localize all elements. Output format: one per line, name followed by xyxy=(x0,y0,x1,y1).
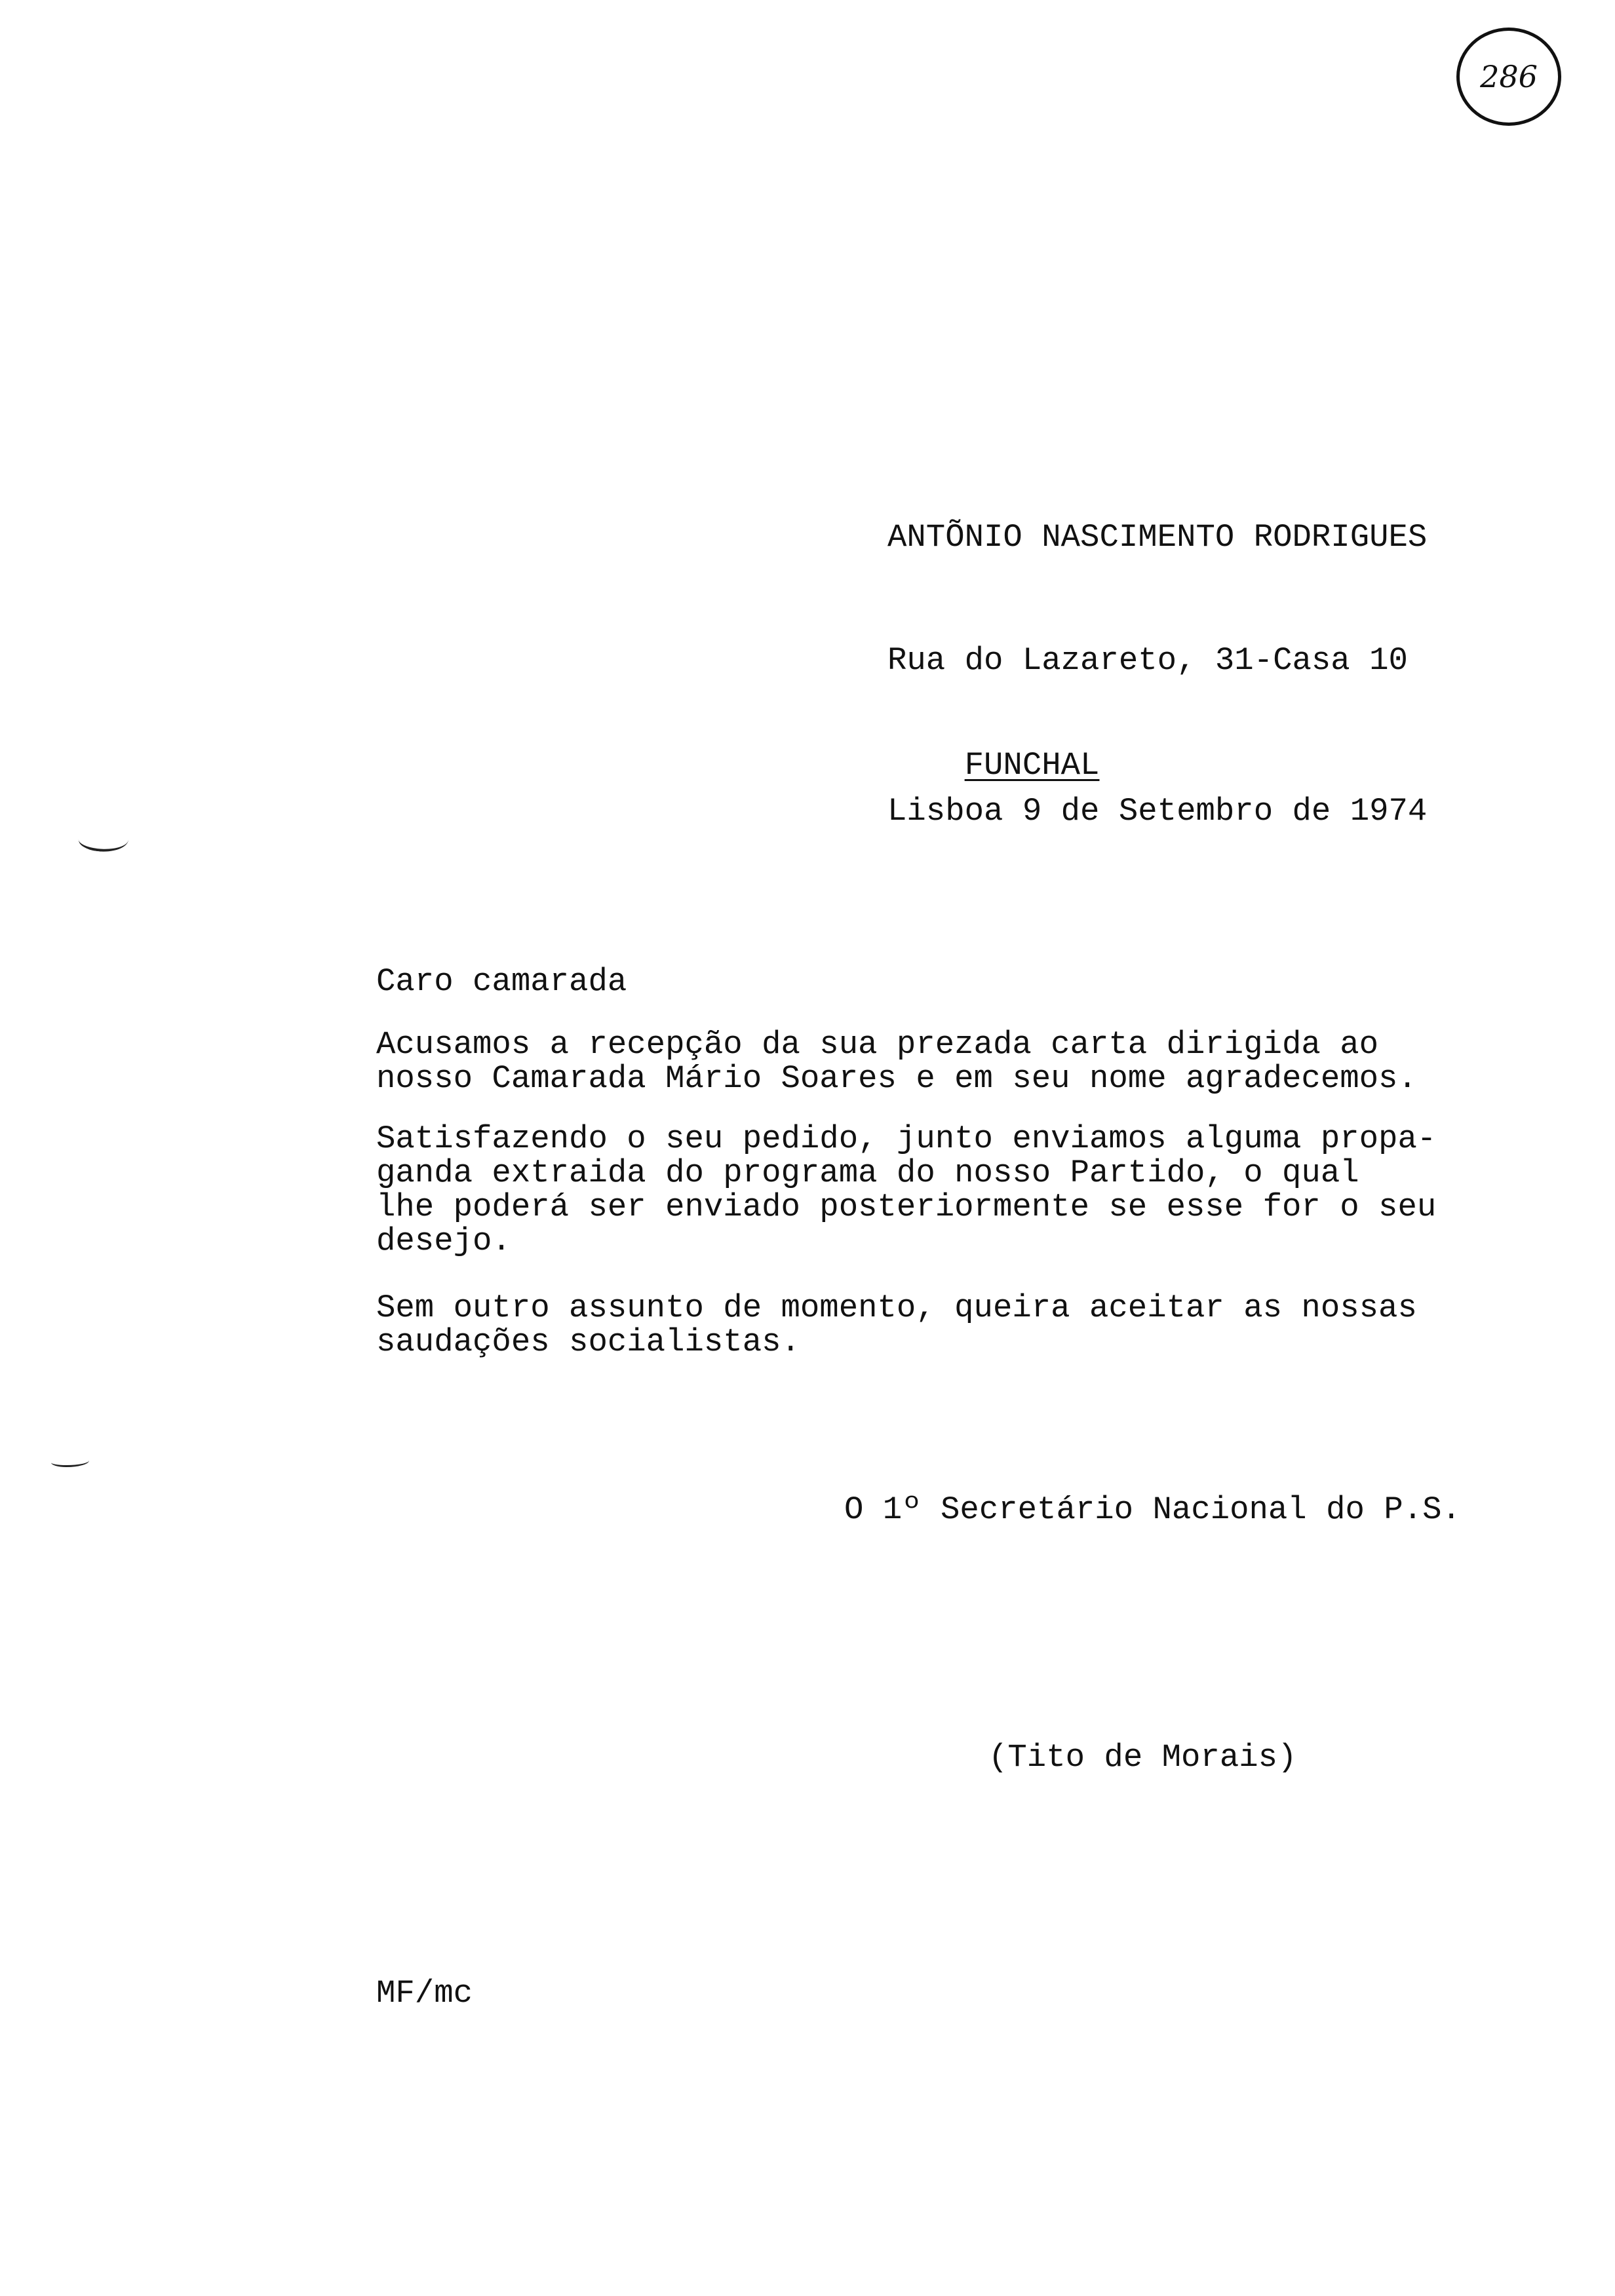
salutation: Caro camarada xyxy=(376,963,627,1000)
signatory-name: (Tito de Morais) xyxy=(988,1739,1297,1776)
margin-pencil-mark xyxy=(77,824,130,854)
signatory-title: O 1º Secretário Nacional do P.S. xyxy=(844,1491,1461,1528)
recipient-name: ANTÕNIO NASCIMENTO RODRIGUES xyxy=(887,519,1428,556)
body-paragraph-1: Acusamos a recepção da sua prezada carta dirigida ao nosso Camarada Mário Soares e em seu nome agradecemos. xyxy=(376,1026,1417,1097)
recipient-block xyxy=(887,446,1427,833)
letter-date: Lisboa 9 de Setembro de 1974 xyxy=(887,793,1428,830)
typist-reference: MF/mc xyxy=(376,1975,473,2012)
body-paragraph-2: Satisfazendo o seu pedido, junto enviamos alguma propa- ganda extraida do programa do nosso Partido, o qual lhe poderá ser enviado posteriormente se esse for o seu desejo. xyxy=(376,1120,1437,1259)
recipient-city: FUNCHAL xyxy=(964,747,1100,784)
page-number-stamp: 286 xyxy=(1456,28,1561,126)
margin-pencil-mark xyxy=(51,1456,89,1467)
body-paragraph-3: Sem outro assunto de momento, queira aceitar as nossas saudações socialistas. xyxy=(376,1290,1417,1360)
recipient-street: Rua do Lazareto, 31-Casa 10 xyxy=(887,642,1408,679)
